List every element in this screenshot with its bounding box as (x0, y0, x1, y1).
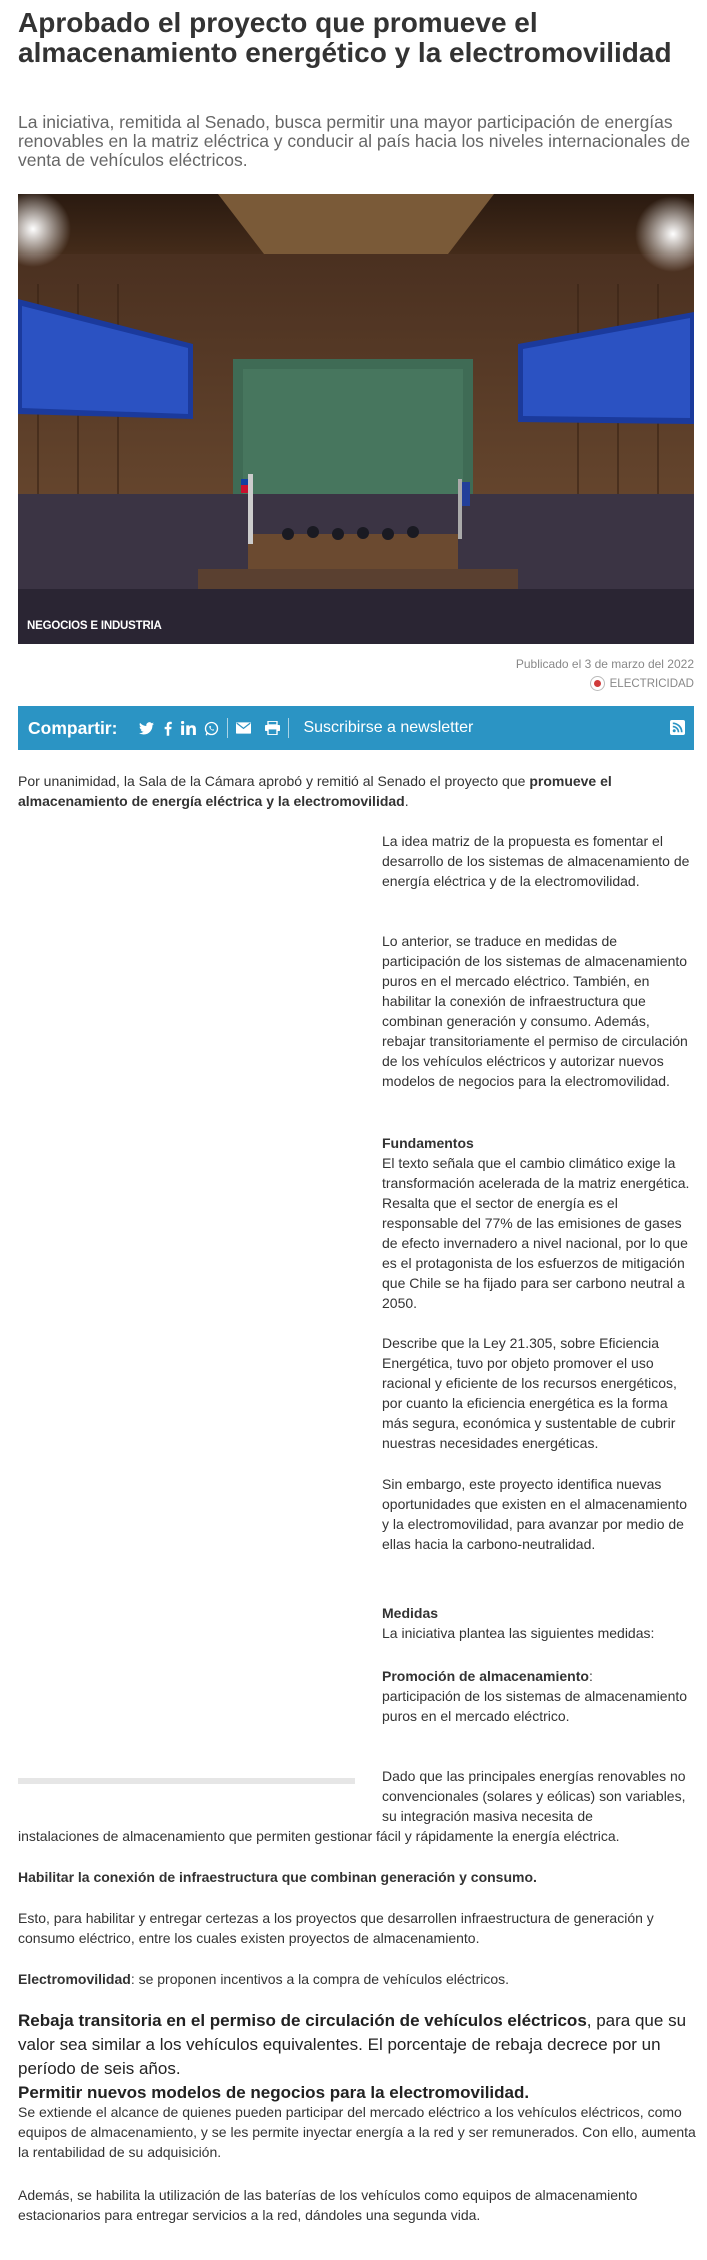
paragraph-8a: Dado que las principales energías renovables no convencionales (solares y eólicas) son variables, su integración masiva necesita de (382, 1768, 686, 1824)
facebook-icon[interactable] (164, 706, 172, 750)
habilitar-heading: Habilitar la conexión de infraestructura que combinan generación y consumo. (18, 1869, 537, 1885)
rebaja-section: Rebaja transitoria en el permiso de circulación de vehículos eléctricos, para que su valor sea similar a los vehículos equivalentes. El porcentaje de rebaja decrece por un período de seis años. Permitir nuevos modelos de negocios para la electromovilidad. (18, 2011, 687, 2102)
category-label: ELECTRICIDAD (609, 677, 694, 690)
medidas-heading: Medidas (382, 1605, 439, 1621)
promocion-heading: Promoción de almacenamiento (382, 1668, 589, 1684)
paragraph-4: Describe que la Ley 21.305, sobre Eficiencia Energética, tuvo por objeto promover el uso racional y eficiente de los recursos energéticos, por cuanto la eficiencia energética es la forma más segura, económica y sustentable de cubrir nuestras necesidades energéticas. (382, 1335, 677, 1451)
published-date: Publicado el 3 de marzo del 2022 (515, 657, 694, 671)
electromovilidad-section: Electromovilidad: se proponen incentivos a la compra de vehículos eléctricos. (18, 1971, 510, 1987)
promocion-section: Promoción de almacenamiento: participación de los sistemas de almacenamiento puros en el mercado eléctrico. (382, 1668, 688, 1724)
paragraph-9: Esto, para habilitar y entregar certezas a los proyectos que desarrollen infraestructura de generación y consumo eléctrico, entre los cuales existen proyectos de almacenamiento. (18, 1910, 654, 1946)
article-subtitle: La iniciativa, remitida al Senado, busca permitir una mayor participación de energías renovables en la matriz eléctrica y conducir al país hacia los niveles internacionales de venta de vehículos eléctricos. (18, 112, 691, 170)
print-icon[interactable] (265, 706, 280, 750)
paragraph-5: Sin embargo, este proyecto identifica nuevas oportunidades que existen en el almacenamiento y la electromovilidad, para avanzar por medio de ellas hacia la carbono-neutralidad. (382, 1476, 688, 1552)
paragraph-13: Además, se habilita la utilización de las baterías de los vehículos como equipos de almacenamiento estacionarios para entregar servicios a la red, dándoles una segunda vida. (18, 2187, 638, 2223)
fundamentos-section: Fundamentos El texto señala que el cambio climático exige la transformación acelerada de la matriz energética. Resalta que el sector de energía es el responsable del 77% de las emisiones de gases de efecto invernadero a nivel nacional, por lo que es el protagonista de los esfuerzos de mitigación que Chile se ha fijado para ser carbono neutral a 2050. (382, 1135, 690, 1311)
email-icon[interactable] (236, 706, 251, 750)
paragraph-2: Lo anterior, se traduce en medidas de participación de los sistemas de almacenamiento puros en el mercado eléctrico. También, en habilitar la conexión de infraestructura que combinan generación y consumo. Además, rebajar transitoriamente el permiso de circulación de los vehículos eléctricos y autorizar nuevos modelos de negocios para la electromovilidad. (382, 933, 688, 1089)
chamber-photo (18, 194, 694, 644)
fundamentos-heading: Fundamentos (382, 1135, 474, 1151)
newsletter-link[interactable]: Suscribirse a newsletter (303, 719, 474, 736)
share-label: Compartir: (28, 717, 118, 738)
electromovilidad-heading: Electromovilidad (18, 1971, 131, 1987)
intro-highlight: promueve el almacenamiento de energía eléctrica y la electromovilidad (18, 773, 612, 809)
category-icon (590, 676, 605, 691)
rss-icon[interactable] (670, 720, 685, 735)
share-divider (227, 718, 228, 738)
hero-image (18, 194, 694, 644)
share-divider (288, 718, 289, 738)
image-category-tag: NEGOCIOS E INDUSTRIA (27, 620, 162, 632)
rebaja-heading: Rebaja transitoria en el permiso de circulación de vehículos eléctricos (18, 2011, 587, 2030)
linkedin-icon[interactable] (181, 706, 196, 750)
medidas-section: Medidas La iniciativa plantea las siguientes medidas: (382, 1605, 655, 1641)
paragraph-12: Se extiende el alcance de quienes pueden participar del mercado eléctrico a los vehículos eléctricos, como equipos de almacenamiento, y se les permite inyectar energía a la red y ser remunerados. Con ello, aumenta la rentabilidad de su adquisición. (18, 2104, 696, 2160)
paragraph-8b: instalaciones de almacenamiento que permiten gestionar fácil y rápidamente la energía eléctrica. (18, 1828, 620, 1844)
intro-paragraph: Por unanimidad, la Sala de la Cámara aprobó y remitió al Senado el proyecto que promueve el almacenamiento de energía eléctrica y la electromovilidad. (18, 773, 612, 809)
twitter-icon[interactable] (139, 706, 154, 750)
paragraph-1: La idea matriz de la propuesta es fomentar el desarrollo de los sistemas de almacenamiento de energía eléctrica y de la electromovilidad. (382, 833, 690, 889)
permitir-heading: Permitir nuevos modelos de negocios para la electromovilidad. (18, 2083, 530, 2102)
category-link[interactable] (590, 676, 694, 691)
page-title: Aprobado el proyecto que promueve el almacenamiento energético y la electromovilidad (18, 7, 672, 68)
whatsapp-icon[interactable] (204, 706, 219, 750)
media-placeholder-bar (18, 1778, 355, 1784)
share-bar (18, 706, 694, 750)
